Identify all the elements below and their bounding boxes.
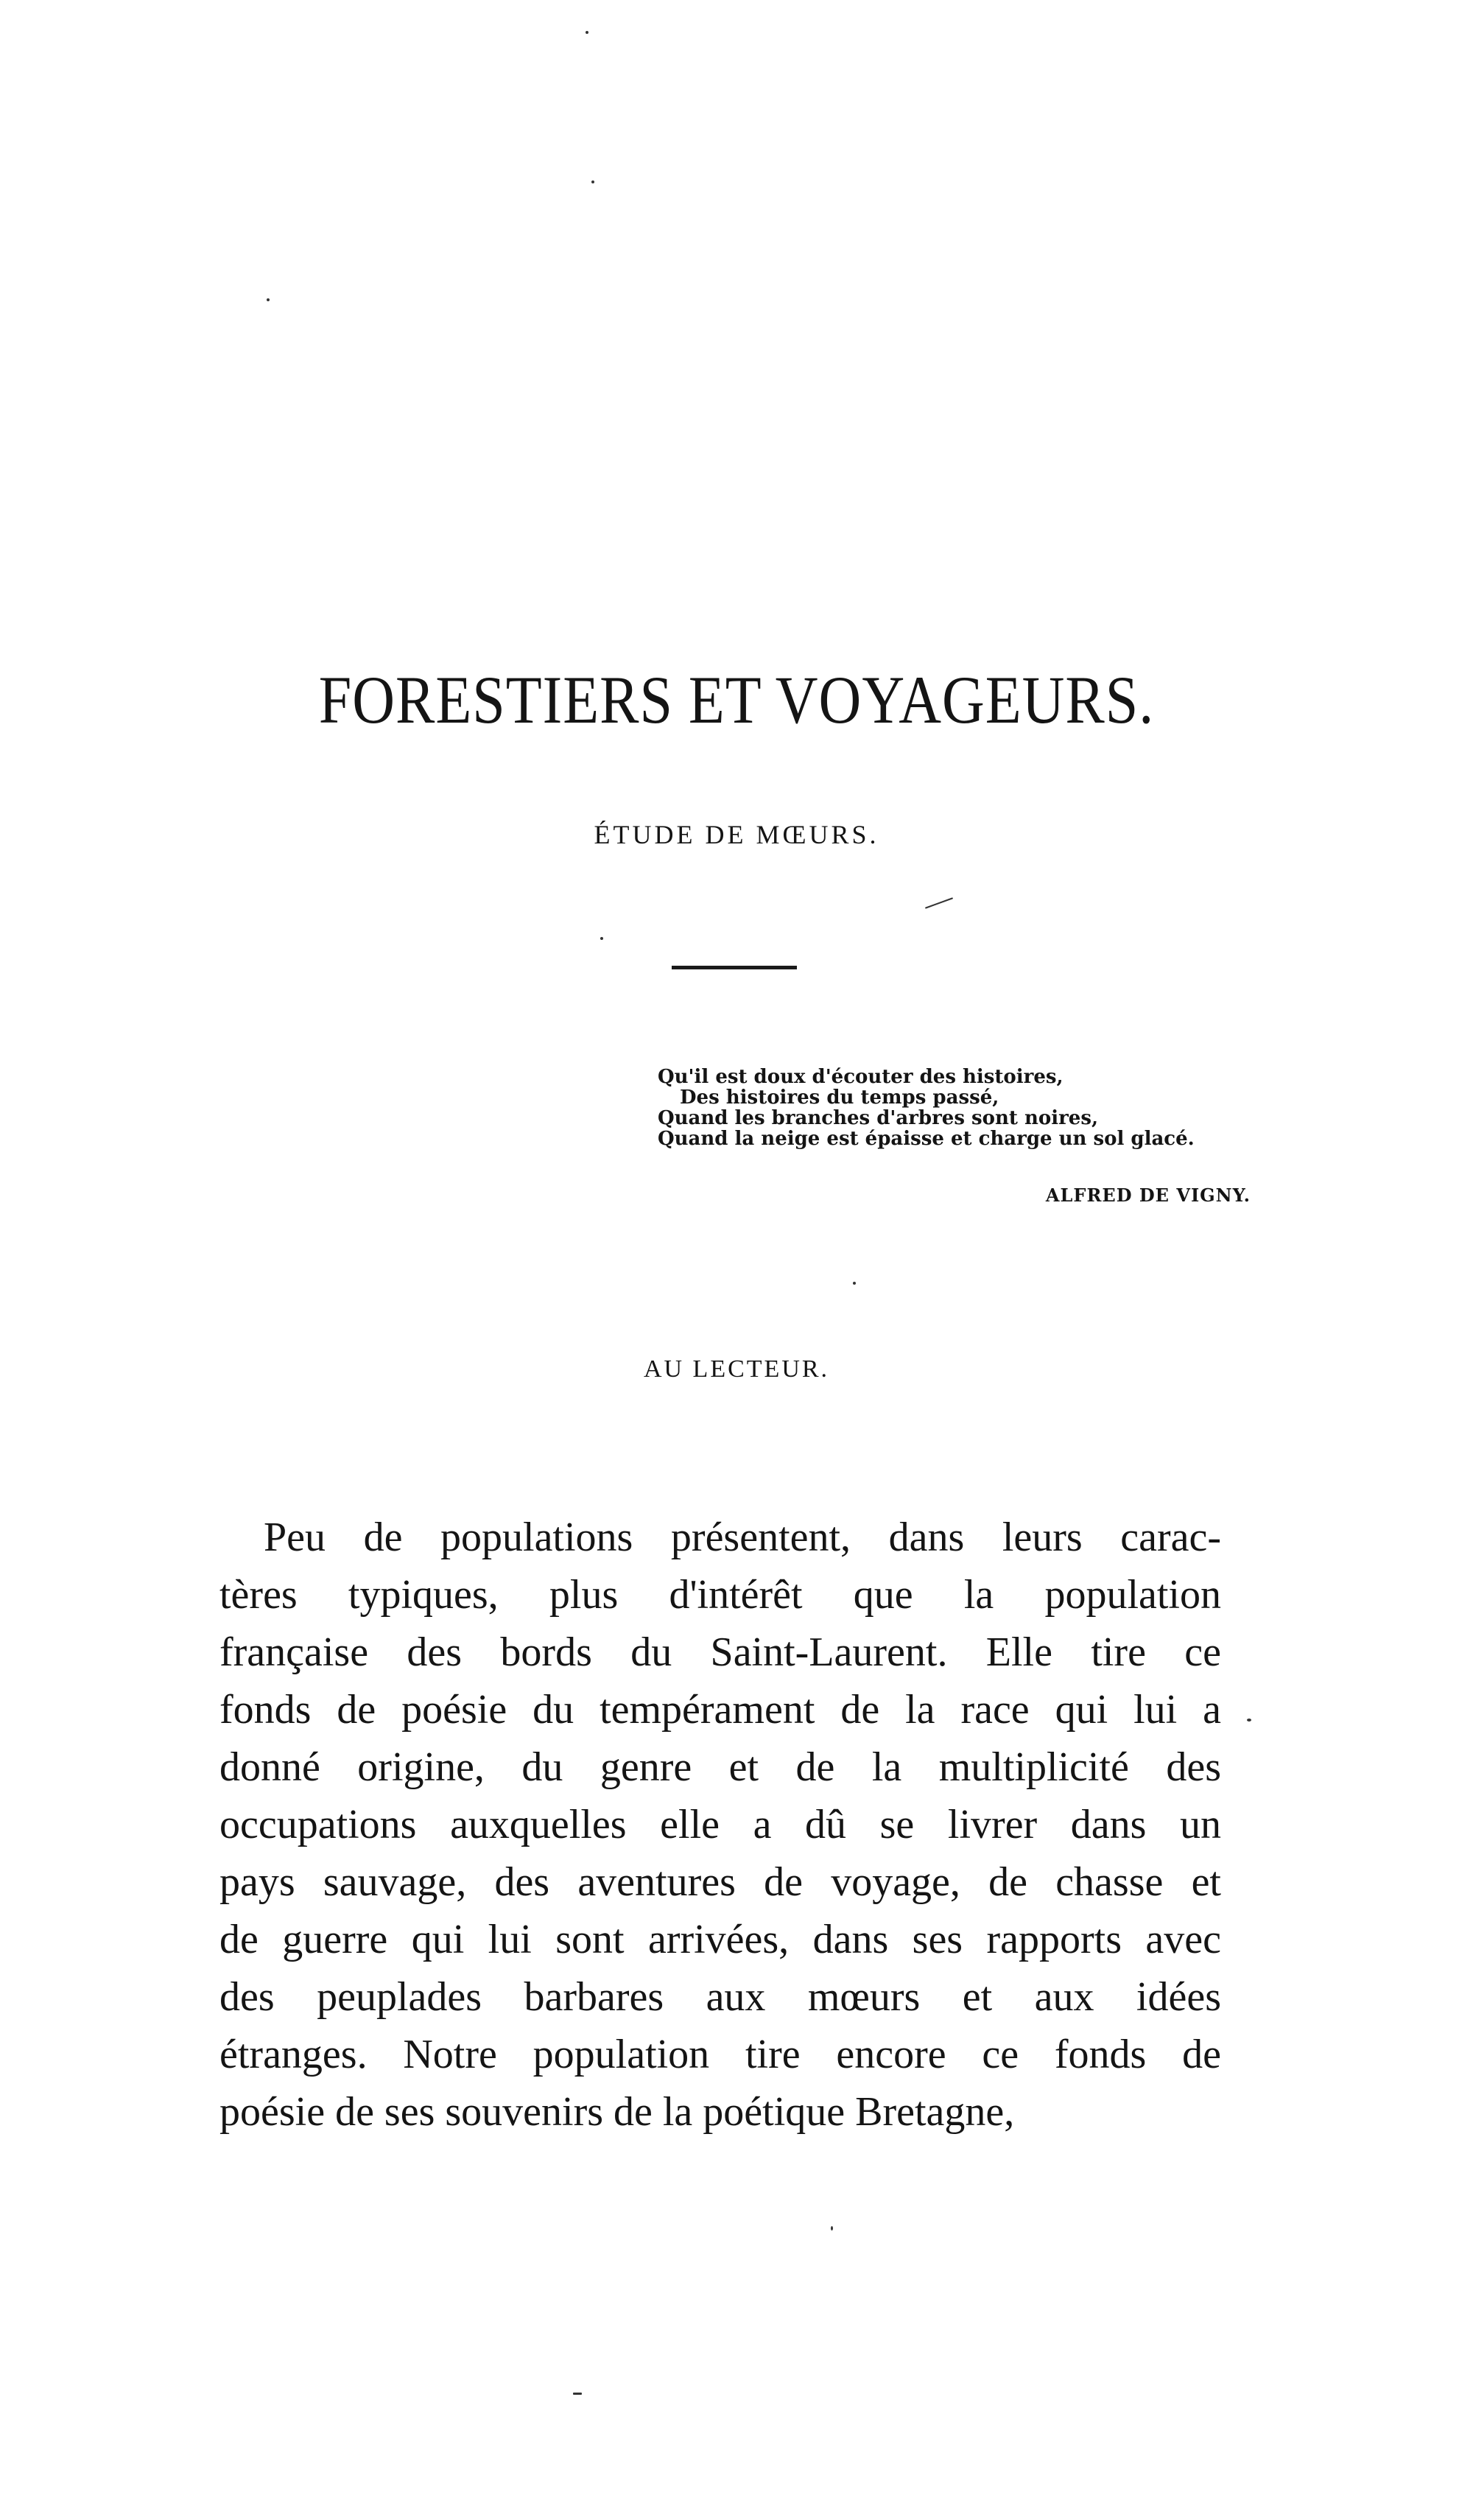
text-line: française des bords du Saint-Laurent. Elle tire ce <box>219 1629 1221 1675</box>
scan-speck <box>853 1282 856 1285</box>
text-line: tères typiques, plus d'intérêt que la population <box>219 1572 1221 1618</box>
text-line: pays sauvage, des aventures de voyage, de chasse et <box>219 1859 1221 1905</box>
scan-speck <box>267 298 270 301</box>
scan-speck <box>1247 1719 1251 1721</box>
text-line: donné origine, du genre et de la multiplicité des <box>219 1744 1221 1790</box>
body-paragraph <box>219 1509 1221 2141</box>
text-line: fonds de poésie du tempérament de la race qui lui a <box>219 1687 1221 1733</box>
epigraph-line: Quand les branches d'arbres sont noires, <box>658 1107 1099 1129</box>
title-divider <box>672 966 797 969</box>
text-line: des peuplades barbares aux mœurs et aux idées <box>219 1974 1221 2020</box>
scan-speck <box>586 31 588 34</box>
text-line: poésie de ses souvenirs de la poétique Bretagne, <box>219 2089 1015 2135</box>
page-title: FORESTIERS ET VOYAGEURS. <box>318 663 1155 738</box>
section-heading: AU LECTEUR. <box>643 1355 830 1383</box>
scan-speck <box>925 897 953 909</box>
scan-speck <box>591 180 594 183</box>
text-line: étranges. Notre population tire encore ce fonds de <box>219 2032 1221 2077</box>
epigraph-line: Qu'il est doux d'écouter des histoires, <box>658 1066 1064 1088</box>
epigraph-author: ALFRED DE VIGNY. <box>1045 1184 1251 1206</box>
epigraph-line: Des histoires du temps passé, <box>680 1087 999 1109</box>
page-subtitle: ÉTUDE DE MŒURS. <box>594 820 879 849</box>
text-line: de guerre qui lui sont arrivées, dans ses rapports avec <box>219 1917 1221 1962</box>
text-line: occupations auxquelles elle a dû se livrer dans un <box>219 1802 1221 1847</box>
scan-speck <box>573 2393 582 2395</box>
text-line: Peu de populations présentent, dans leurs carac- <box>264 1515 1221 1560</box>
scan-speck <box>600 937 603 940</box>
scan-speck <box>831 2226 833 2231</box>
epigraph-line: Quand la neige est épaisse et charge un sol glacé. <box>658 1128 1195 1150</box>
epigraph <box>658 1067 1291 1149</box>
